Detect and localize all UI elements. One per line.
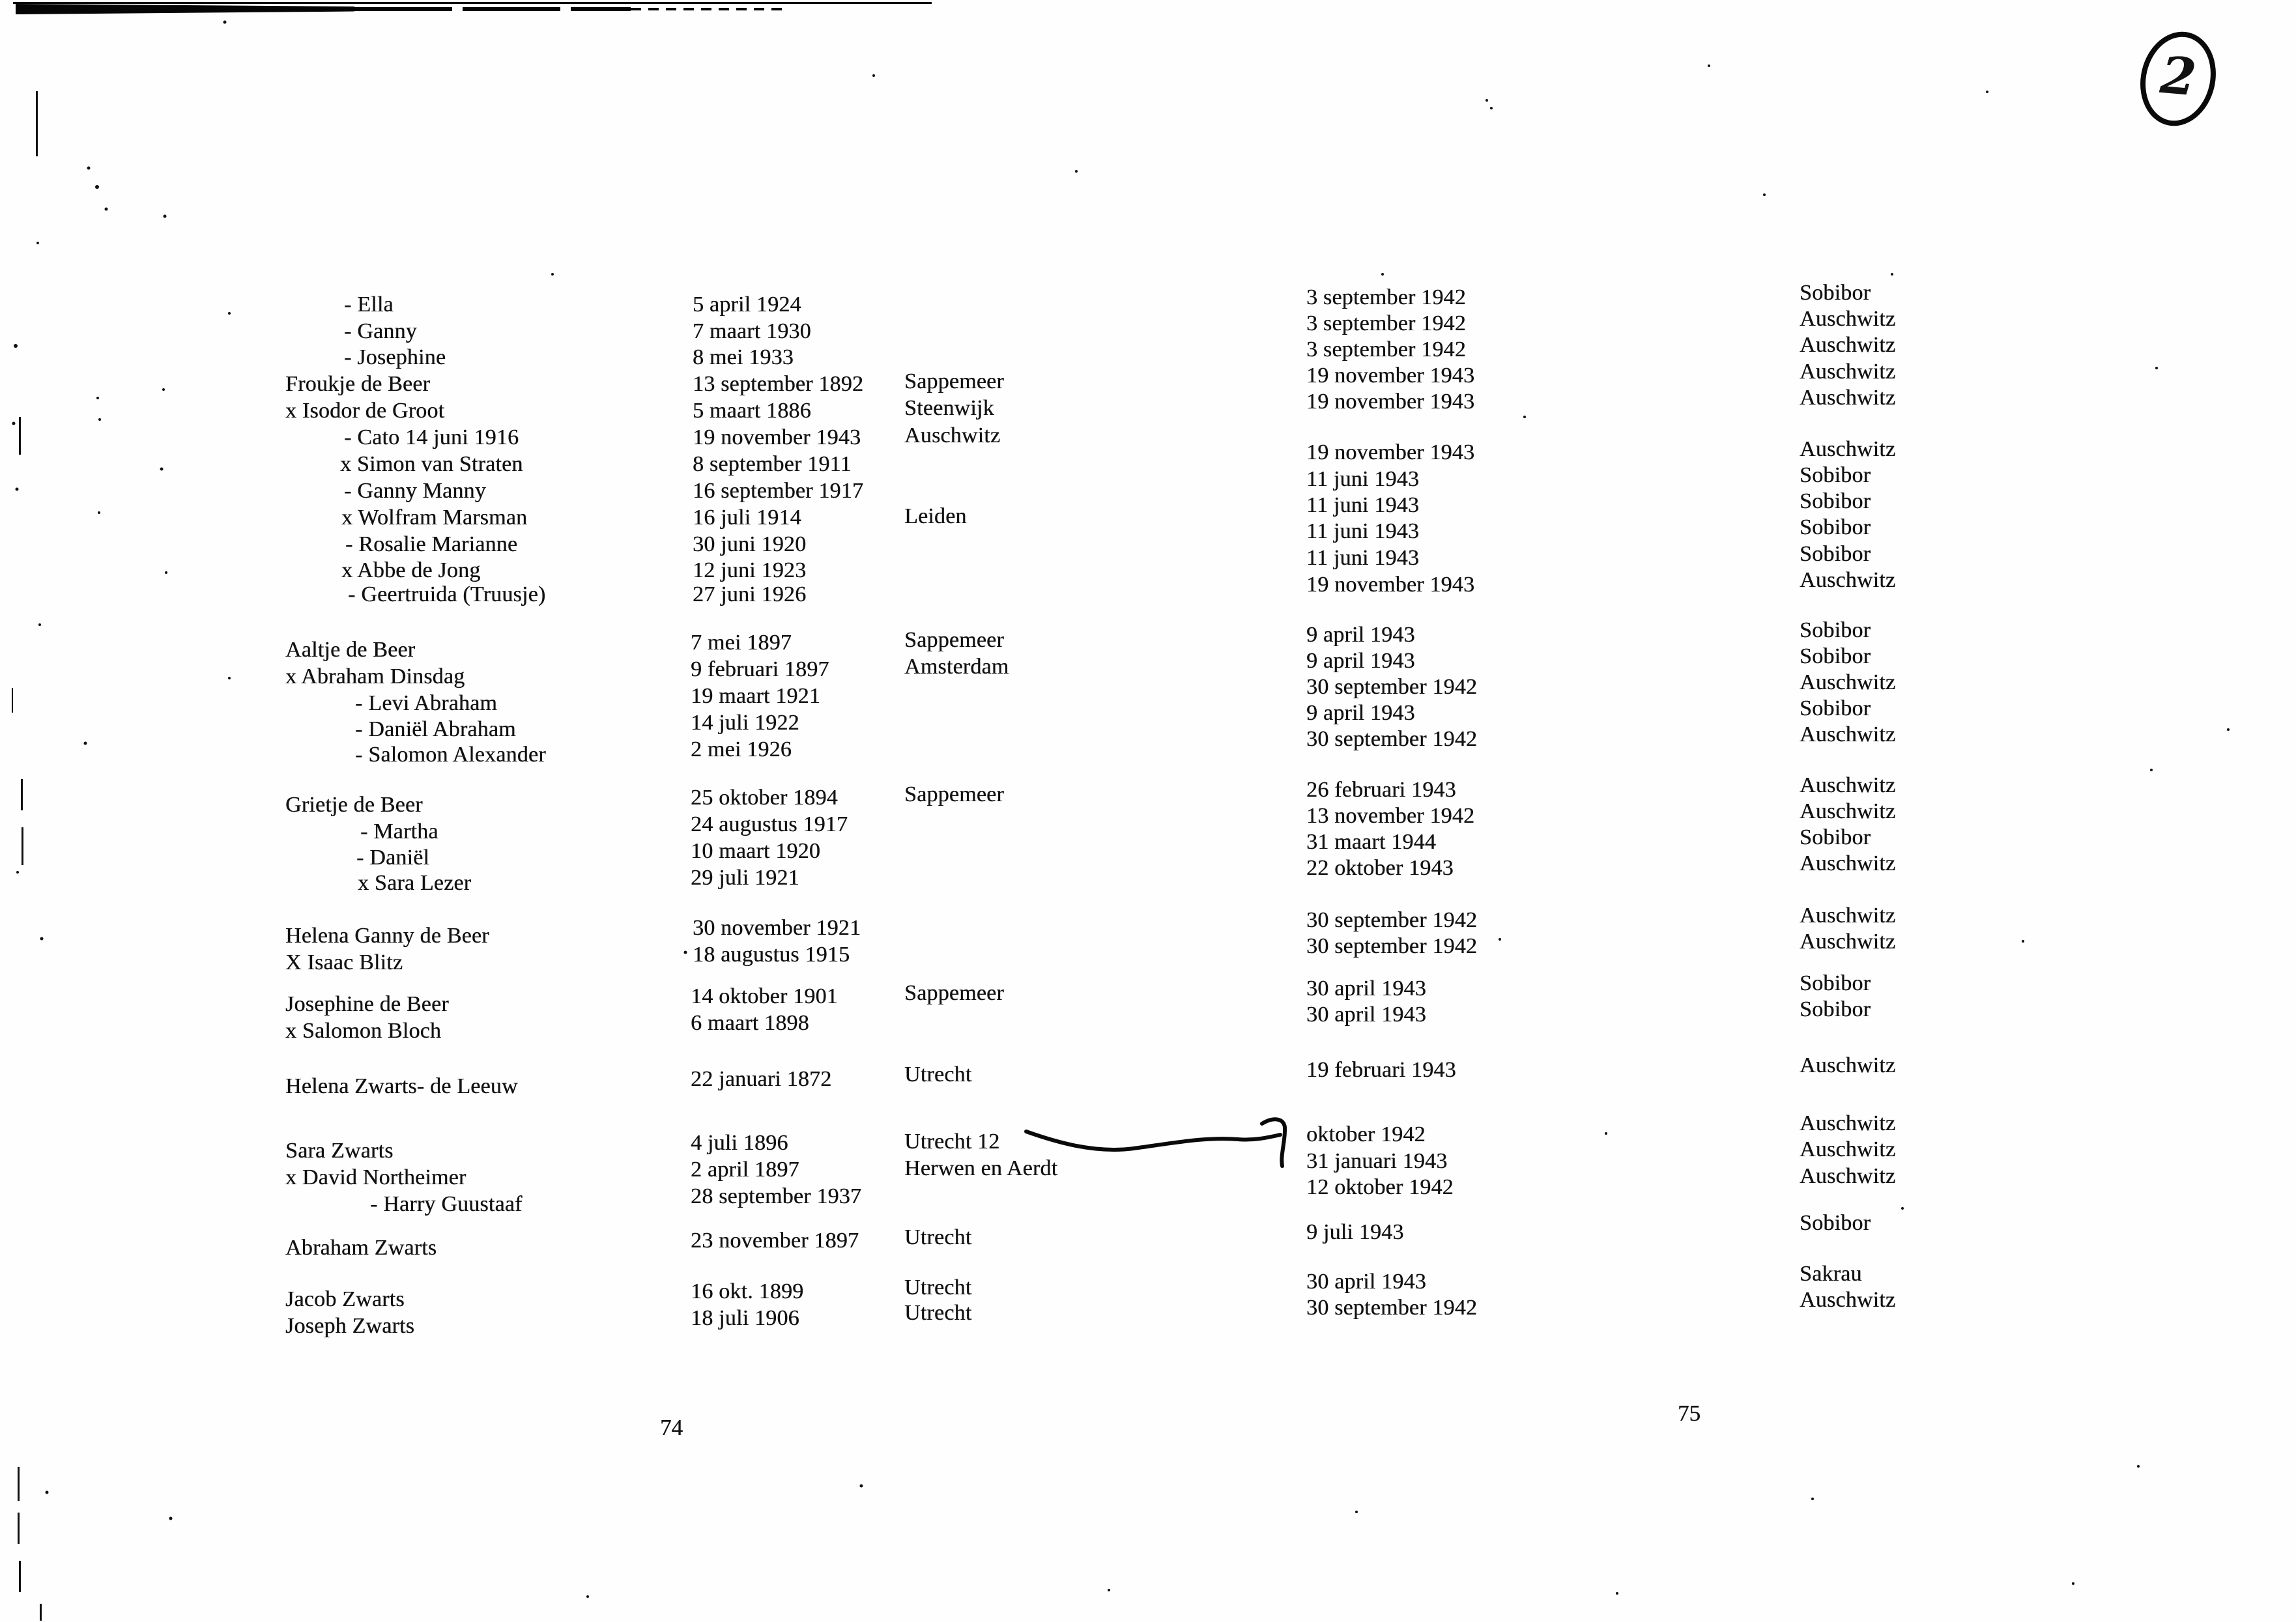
- person-name: Abraham Zwarts: [285, 1236, 437, 1260]
- deportation-date: 31 maart 1944: [1306, 830, 1436, 854]
- camp-name: Sobibor: [1800, 997, 1871, 1021]
- person-name: - Josephine: [344, 345, 446, 369]
- camp-name: Auschwitz: [1800, 851, 1896, 875]
- deportation-date: 11 juni 1943: [1306, 519, 1420, 543]
- birth-date: 18 augustus 1915: [693, 943, 850, 967]
- camp-name: Auschwitz: [1800, 930, 1896, 954]
- person-name: - Rosalie Marianne: [345, 532, 518, 556]
- camp-name: Sobibor: [1800, 463, 1871, 487]
- person-name: X Isaac Blitz: [285, 950, 403, 975]
- birth-place: Amsterdam: [904, 655, 1009, 679]
- camp-name: Sobibor: [1800, 971, 1871, 995]
- deportation-date: 9 april 1943: [1306, 623, 1415, 647]
- page-number-right: 75: [1678, 1401, 1700, 1426]
- camp-name: Sobibor: [1800, 489, 1871, 513]
- birth-date: 13 september 1892: [693, 372, 864, 396]
- camp-name: Auschwitz: [1800, 568, 1896, 592]
- birth-date: 25 oktober 1894: [691, 786, 838, 810]
- birth-place: Leiden: [904, 504, 967, 528]
- person-name: - Ganny: [344, 319, 417, 343]
- deportation-date: 11 juni 1943: [1306, 546, 1420, 570]
- deportation-date: 30 september 1942: [1306, 934, 1478, 958]
- deportation-date: 11 juni 1943: [1306, 493, 1420, 517]
- camp-name: Auschwitz: [1800, 903, 1896, 928]
- deportation-date: 9 juli 1943: [1306, 1220, 1404, 1244]
- person-name: Helena Ganny de Beer: [285, 924, 489, 948]
- deportation-date: 30 april 1943: [1306, 1270, 1426, 1294]
- person-name: x Simon van Straten: [340, 452, 523, 476]
- birth-date: 12 juni 1923: [693, 558, 807, 582]
- camp-name: Auschwitz: [1800, 360, 1896, 384]
- birth-date: 2 mei 1926: [691, 737, 792, 761]
- deportation-date: 19 november 1943: [1306, 390, 1475, 414]
- deportation-date: oktober 1942: [1306, 1122, 1426, 1146]
- birth-date: 23 november 1897: [691, 1229, 859, 1253]
- person-name: x David Northeimer: [285, 1165, 466, 1189]
- birth-date: 22 januari 1872: [691, 1067, 832, 1091]
- person-name: Froukje de Beer: [285, 372, 431, 396]
- camp-name: Sobibor: [1800, 696, 1871, 720]
- birth-date: 7 mei 1897: [691, 631, 792, 655]
- deportation-date: 19 november 1943: [1306, 363, 1475, 388]
- deportation-date: 3 september 1942: [1306, 311, 1466, 335]
- deportation-date: 30 april 1943: [1306, 1003, 1426, 1027]
- person-name: Helena Zwarts- de Leeuw: [285, 1074, 518, 1098]
- birth-place: Utrecht: [904, 1062, 972, 1087]
- camp-name: Sobibor: [1800, 515, 1871, 539]
- birth-place: Utrecht: [904, 1275, 972, 1300]
- birth-date: 14 juli 1922: [691, 711, 799, 735]
- birth-date: 30 november 1921: [693, 916, 861, 940]
- camp-name: Auschwitz: [1800, 1288, 1896, 1312]
- birth-place: Utrecht 12: [904, 1130, 1000, 1154]
- deportation-date: 19 februari 1943: [1306, 1058, 1456, 1082]
- birth-date: 7 maart 1930: [693, 319, 811, 343]
- deportation-date: 19 november 1943: [1306, 440, 1475, 464]
- birth-date: 8 september 1911: [693, 452, 852, 476]
- birth-date: 8 mei 1933: [693, 345, 794, 369]
- birth-place: Auschwitz: [904, 423, 1001, 448]
- person-name: - Ganny Manny: [344, 479, 486, 503]
- camp-name: Auschwitz: [1800, 799, 1896, 823]
- person-name: - Geertruida (Truusje): [348, 582, 546, 606]
- birth-place: Steenwijk: [904, 396, 994, 420]
- person-name: x Sara Lezer: [358, 871, 472, 895]
- birth-date: 19 november 1943: [693, 425, 861, 449]
- camp-name: Auschwitz: [1800, 1164, 1896, 1188]
- birth-date: 16 juli 1914: [693, 505, 801, 530]
- deportation-date: 31 januari 1943: [1306, 1149, 1448, 1173]
- person-name: - Harry Guustaaf: [370, 1192, 523, 1216]
- camp-name: Auschwitz: [1800, 1137, 1896, 1161]
- person-name: Joseph Zwarts: [285, 1314, 415, 1338]
- camp-name: Sobibor: [1800, 281, 1871, 305]
- person-name: - Daniël: [356, 846, 430, 870]
- person-name: Sara Zwarts: [285, 1139, 394, 1163]
- birth-date: 2 april 1897: [691, 1158, 799, 1182]
- birth-date: 5 maart 1886: [693, 399, 811, 423]
- camp-name: Auschwitz: [1800, 386, 1896, 410]
- camp-name: Auschwitz: [1800, 773, 1896, 797]
- person-name: - Levi Abraham: [355, 691, 498, 715]
- deportation-date: 30 september 1942: [1306, 727, 1478, 751]
- person-name: x Wolfram Marsman: [341, 505, 528, 530]
- deportation-date: 30 september 1942: [1306, 908, 1478, 932]
- deportation-date: 9 april 1943: [1306, 701, 1415, 725]
- birth-date: 10 maart 1920: [691, 839, 820, 863]
- deportation-date: 13 november 1942: [1306, 804, 1475, 828]
- deportation-date: 30 september 1942: [1306, 1296, 1478, 1320]
- person-name: Aaltje de Beer: [285, 638, 416, 662]
- deportation-date: 30 september 1942: [1306, 675, 1478, 699]
- birth-date: 28 september 1937: [691, 1184, 862, 1208]
- camp-name: Sobibor: [1800, 644, 1871, 668]
- person-name: - Cato 14 juni 1916: [344, 425, 519, 449]
- birth-date: 16 september 1917: [693, 479, 864, 503]
- birth-date: 6 maart 1898: [691, 1011, 809, 1035]
- camp-name: Auschwitz: [1800, 1053, 1896, 1077]
- camp-name: Auschwitz: [1800, 333, 1896, 357]
- birth-place: Sappemeer: [904, 369, 1004, 393]
- person-name: - Salomon Alexander: [355, 743, 546, 767]
- person-name: - Daniël Abraham: [355, 717, 516, 741]
- page-number-left: 74: [660, 1415, 683, 1440]
- deportation-date: 3 september 1942: [1306, 285, 1466, 309]
- camp-name: Auschwitz: [1800, 1111, 1896, 1135]
- person-name: Josephine de Beer: [285, 992, 449, 1016]
- person-name: x Abbe de Jong: [341, 558, 481, 582]
- birth-date: 5 april 1924: [693, 292, 801, 317]
- birth-place: Utrecht: [904, 1225, 972, 1249]
- deportation-date: 26 februari 1943: [1306, 778, 1456, 802]
- person-name: x Salomon Bloch: [285, 1019, 442, 1043]
- person-name: Jacob Zwarts: [285, 1287, 405, 1311]
- deportation-date: 9 april 1943: [1306, 649, 1415, 673]
- deportation-date: 3 september 1942: [1306, 337, 1466, 362]
- birth-date: 16 okt. 1899: [691, 1279, 804, 1303]
- deportation-date: 11 juni 1943: [1306, 467, 1420, 491]
- camp-name: Sobibor: [1800, 542, 1871, 566]
- person-name: - Martha: [360, 819, 438, 844]
- birth-date: 18 juli 1906: [691, 1306, 799, 1330]
- birth-date: 9 februari 1897: [691, 657, 829, 681]
- person-name: Grietje de Beer: [285, 793, 423, 817]
- birth-date: 30 juni 1920: [693, 532, 807, 556]
- camp-name: Sakrau: [1800, 1262, 1862, 1286]
- camp-name: Sobibor: [1800, 1211, 1871, 1235]
- camp-name: Auschwitz: [1800, 722, 1896, 747]
- birth-date: 24 augustus 1917: [691, 812, 848, 836]
- camp-name: Auschwitz: [1800, 307, 1896, 331]
- camp-name: Auschwitz: [1800, 437, 1896, 461]
- birth-date: 27 juni 1926: [693, 582, 807, 606]
- birth-place: Sappemeer: [904, 981, 1004, 1005]
- deportation-date: 30 april 1943: [1306, 976, 1426, 1001]
- person-name: x Abraham Dinsdag: [285, 664, 465, 689]
- person-name: x Isodor de Groot: [285, 399, 445, 423]
- deportation-date: 19 november 1943: [1306, 573, 1475, 597]
- birth-date: 4 juli 1896: [691, 1131, 788, 1155]
- birth-date: 14 oktober 1901: [691, 984, 838, 1008]
- person-name: - Ella: [344, 292, 394, 317]
- birth-date: 19 maart 1921: [691, 684, 820, 708]
- circled-number-text: 2: [2158, 45, 2199, 107]
- birth-place: Herwen en Aerdt: [904, 1156, 1058, 1180]
- birth-date: 29 juli 1921: [691, 866, 799, 890]
- deportation-date: 12 oktober 1942: [1306, 1175, 1454, 1199]
- deportation-date: 22 oktober 1943: [1306, 856, 1454, 880]
- camp-name: Auschwitz: [1800, 670, 1896, 694]
- birth-place: Sappemeer: [904, 782, 1004, 806]
- birth-place: Sappemeer: [904, 628, 1004, 652]
- camp-name: Sobibor: [1800, 825, 1871, 849]
- birth-place: Utrecht: [904, 1301, 972, 1325]
- camp-name: Sobibor: [1800, 618, 1871, 642]
